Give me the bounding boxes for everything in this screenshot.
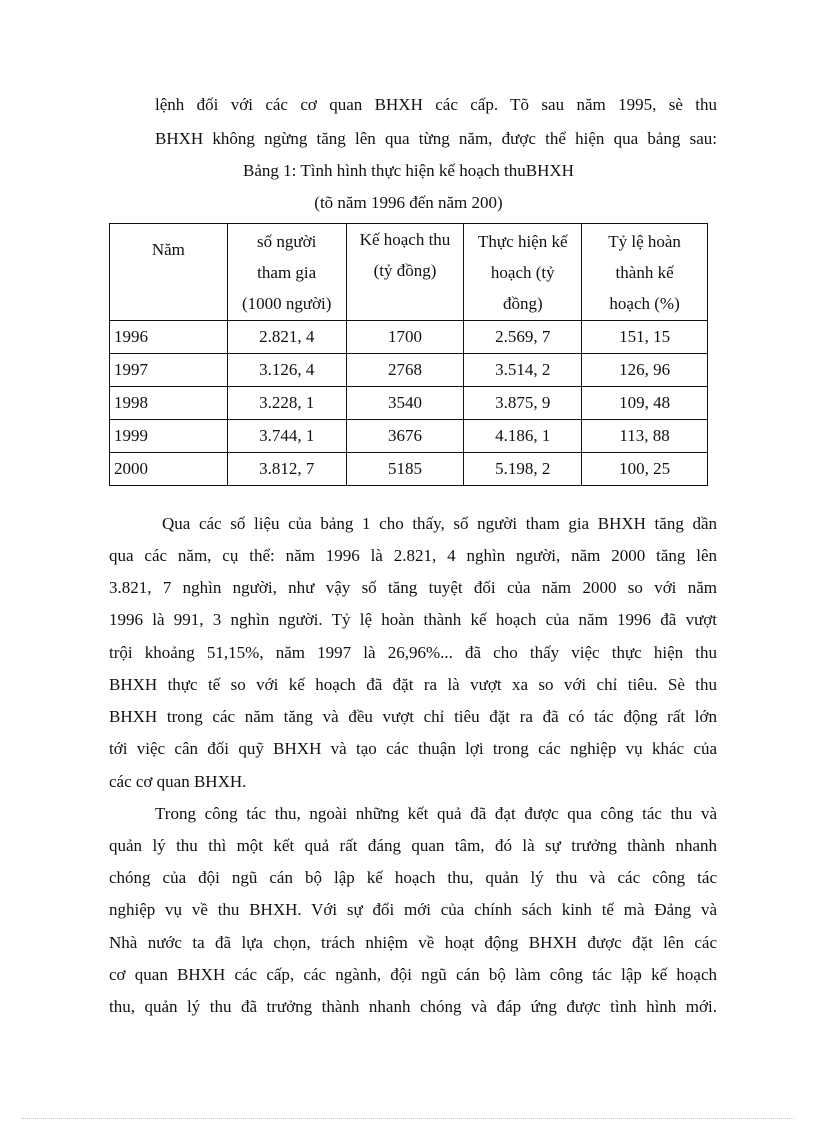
- cell-plan: 2768: [346, 354, 464, 387]
- header-participants-line-2: tham gia: [257, 262, 317, 282]
- cell-rate: 109, 48: [582, 387, 708, 420]
- cell-actual: 4.186, 1: [464, 420, 582, 453]
- header-plan-line-2: (tỷ đồng): [373, 261, 437, 280]
- header-plan: [346, 224, 464, 321]
- table-row: [110, 354, 708, 387]
- header-completion-rate: [582, 224, 708, 321]
- cell-year: 1998: [110, 387, 228, 420]
- header-actual-line-1: Thực hiện kế: [478, 231, 568, 251]
- paragraph-1-line-1: Qua các số liệu của bảng 1 cho thấy, số người tham gia BHXH tăng dần: [162, 514, 717, 533]
- table-title: Bảng 1: Tình hình thực hiện kế hoạch thuBHXH: [243, 161, 574, 180]
- cell-plan: 5185: [346, 453, 464, 486]
- paragraph-1-line-7: BHXH trong các năm tăng và đều vượt chỉ tiêu đặt ra đã có tác động rất lớn: [109, 707, 717, 726]
- paragraph-2-line-3: chóng của đội ngũ cán bộ lập kế hoạch thu, quản lý thu và các công tác: [109, 868, 717, 887]
- intro-line-1: lệnh đối với các cơ quan BHXH các cấp. Tõ sau năm 1995, sè thu: [155, 95, 717, 114]
- paragraph-1-line-9: các cơ quan BHXH.: [109, 772, 247, 791]
- header-plan-line-1: Kế hoạch thu: [359, 230, 451, 249]
- paragraph-2-line-5: Nhà nước ta đã lựa chọn, trách nhiệm về hoạt động BHXH được đặt lên các: [109, 933, 717, 952]
- paragraph-2-line-2: quản lý thu thì một kết quả rất đáng quan tâm, đó là sự trưởng thành nhanh: [109, 836, 717, 855]
- header-actual: [464, 224, 582, 321]
- cell-year: 1996: [110, 321, 228, 354]
- paragraph-1-line-5: trội khoảng 51,15%, năm 1997 là 26,96%... đã cho thấy việc thực hiện thu: [109, 643, 717, 662]
- cell-plan: 3676: [346, 420, 464, 453]
- paragraph-2-line-6: cơ quan BHXH các cấp, các ngành, đội ngũ cán bộ làm công tác lập kế hoạch: [109, 965, 717, 984]
- cell-rate: 126, 96: [582, 354, 708, 387]
- table-row: [110, 453, 708, 486]
- paragraph-1-line-6: BHXH thực tế so với kế hoạch đã đặt ra là vượt xa so với chỉ tiêu. Sè thu: [109, 675, 717, 694]
- header-participants-line-3: (1000 người): [241, 293, 332, 313]
- table-subtitle: (tõ năm 1996 đến năm 200): [314, 193, 503, 212]
- header-participants-line-1: số người: [257, 231, 317, 251]
- paragraph-2-line-7: thu, quản lý thu đã trưởng thành nhanh chóng và đáp ứng được tình hình mới.: [109, 997, 717, 1016]
- cell-rate: 100, 25: [582, 453, 708, 486]
- paragraph-1-line-4: 1996 là 991, 3 nghìn người. Tỷ lệ hoàn thành kế hoạch của năm 1996 đã vượt: [109, 610, 717, 629]
- cell-year: 2000: [110, 453, 228, 486]
- cell-actual: 2.569, 7: [464, 321, 582, 354]
- data-table: [109, 223, 708, 486]
- cell-rate: 151, 15: [582, 321, 708, 354]
- cell-rate: 113, 88: [582, 420, 708, 453]
- header-year: [110, 224, 228, 321]
- cell-plan: 3540: [346, 387, 464, 420]
- paragraph-1-line-2: qua các năm, cụ thể: năm 1996 là 2.821, 4 nghìn người, năm 2000 tăng lên: [109, 546, 717, 565]
- header-actual-line-3: đồng): [502, 293, 543, 313]
- paragraph-1-line-8: tới việc cân đối quỹ BHXH và tạo các thuận lợi trong các nghiệp vụ khác của: [109, 739, 717, 758]
- cell-plan: 1700: [346, 321, 464, 354]
- header-rate-line-3: hoạch (%): [609, 293, 680, 313]
- page-bottom-rule: [22, 1118, 794, 1119]
- cell-actual: 5.198, 2: [464, 453, 582, 486]
- header-rate-line-1: Tỷ lệ hoàn: [608, 231, 681, 251]
- cell-participants: 3.812, 7: [227, 453, 346, 486]
- cell-participants: 3.744, 1: [227, 420, 346, 453]
- cell-actual: 3.875, 9: [464, 387, 582, 420]
- table-row: [110, 420, 708, 453]
- paragraph-2-line-4: nghiệp vụ về thu BHXH. Với sự đổi mới của chính sách kinh tế mà Đảng và: [109, 900, 717, 919]
- paragraph-1-line-3: 3.821, 7 nghìn người, như vậy số tăng tuyệt đối của năm 2000 so với năm: [109, 578, 717, 597]
- header-actual-line-2: hoạch (tỷ: [490, 262, 555, 282]
- header-year-text: Năm: [151, 240, 185, 259]
- cell-participants: 2.821, 4: [227, 321, 346, 354]
- table-header-row: [110, 224, 708, 321]
- header-participants: [227, 224, 346, 321]
- cell-participants: 3.228, 1: [227, 387, 346, 420]
- cell-participants: 3.126, 4: [227, 354, 346, 387]
- cell-year: 1997: [110, 354, 228, 387]
- table-row: [110, 387, 708, 420]
- paragraph-2-line-1: Trong công tác thu, ngoài những kết quả đã đạt được qua công tác thu và: [155, 804, 717, 823]
- cell-year: 1999: [110, 420, 228, 453]
- header-rate-line-2: thành kế: [615, 262, 674, 282]
- table-row: [110, 321, 708, 354]
- intro-line-2: BHXH không ngừng tăng lên qua từng năm, được thể hiện qua bảng sau:: [155, 129, 717, 148]
- cell-actual: 3.514, 2: [464, 354, 582, 387]
